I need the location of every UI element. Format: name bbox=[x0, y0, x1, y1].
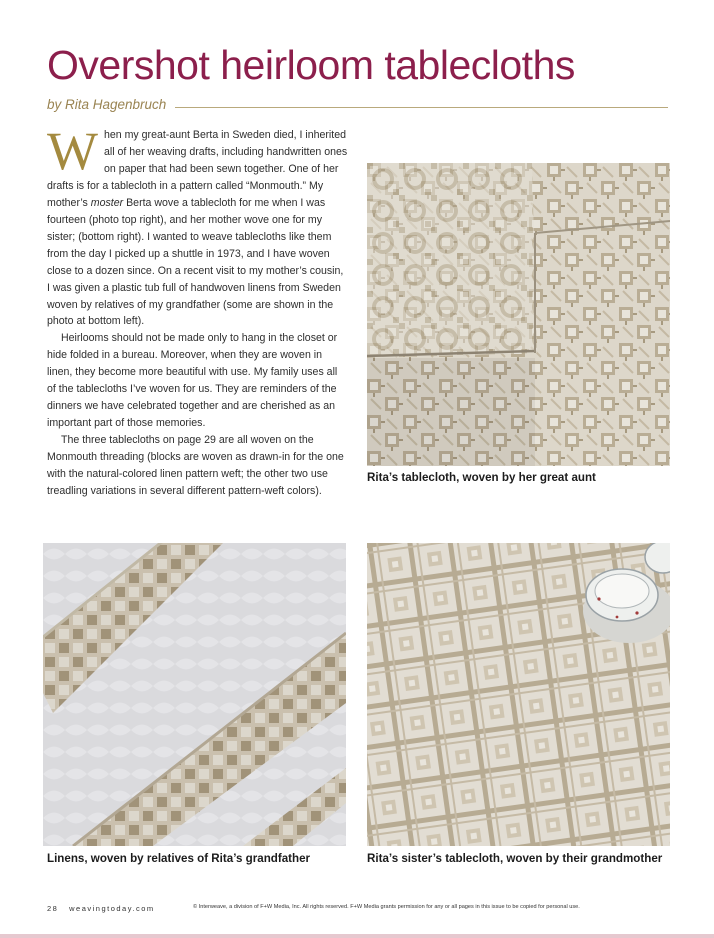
photo-great-aunt-tablecloth bbox=[367, 163, 670, 466]
paragraph-1-emphasis: moster bbox=[90, 196, 124, 209]
paragraph-2: Heirlooms should not be made only to hang in the closet or hide folded in a bureau. Moreover, when they are woven in linen, they become more beautiful with use. My family uses all of the tablecloths I’ve woven for us. They are reminders of the dinners we have celebrated together and are cherished as an important part of those memories. bbox=[47, 332, 338, 430]
article-body bbox=[47, 121, 349, 500]
footer-page-info bbox=[47, 904, 155, 913]
caption-grandfather-linens: Linens, woven by relatives of Rita’s grandfather bbox=[47, 852, 311, 865]
caption-great-aunt-tablecloth: Rita’s tablecloth, woven by her great aunt bbox=[367, 471, 596, 484]
paragraph-3: The three tablecloths on page 29 are all woven on the Monmouth threading (blocks are woven as drawn-in for the one with the natural-colored linen pattern weft; the other two use treadling variations in several different pattern-weft colors). bbox=[47, 434, 344, 498]
paragraph-1-text-a: hen my great-aunt Berta in Sweden died, I inherited all of her weaving drafts, including handwritten ones on paper that had been sewn together. One of her drafts is for a tablecloth in a pattern called “Monmouth.” My mother’s bbox=[47, 129, 348, 209]
article-title: Overshot heirloom tablecloths bbox=[47, 42, 575, 88]
drop-cap: W bbox=[47, 121, 98, 181]
caption-sister-tablecloth: Rita’s sister’s tablecloth, woven by their grandmother bbox=[367, 852, 663, 865]
page-number: 28 bbox=[47, 904, 59, 913]
byline-rule bbox=[175, 107, 668, 108]
photo-sister-tablecloth bbox=[367, 543, 670, 846]
page-bottom-edge bbox=[0, 934, 714, 938]
footer-site: weavingtoday.com bbox=[69, 904, 155, 913]
byline: by Rita Hagenbruch bbox=[47, 97, 167, 112]
photo-grandfather-linens bbox=[43, 543, 346, 846]
footer-copyright: © Interweave, a division of F+W Media, Inc. All rights reserved. F+W Media grants permission for any or all pages in this issue to be copied for personal use. bbox=[193, 904, 580, 910]
paragraph-1-text-b: Berta wove a tablecloth for me when I was fourteen (photo top right), and her mother wove one for my sister; (bottom right). I wanted to weave tablecloths like them from the day I picked up a shuttle in 1973, and I have woven close to a dozen since. On a recent visit to my mother’s cousin, I was given a plastic tub full of handwoven linens from Sweden woven by relatives of my grandfather (some are shown in the photo at bottom left). bbox=[47, 196, 344, 328]
paragraph-1 bbox=[47, 121, 349, 330]
